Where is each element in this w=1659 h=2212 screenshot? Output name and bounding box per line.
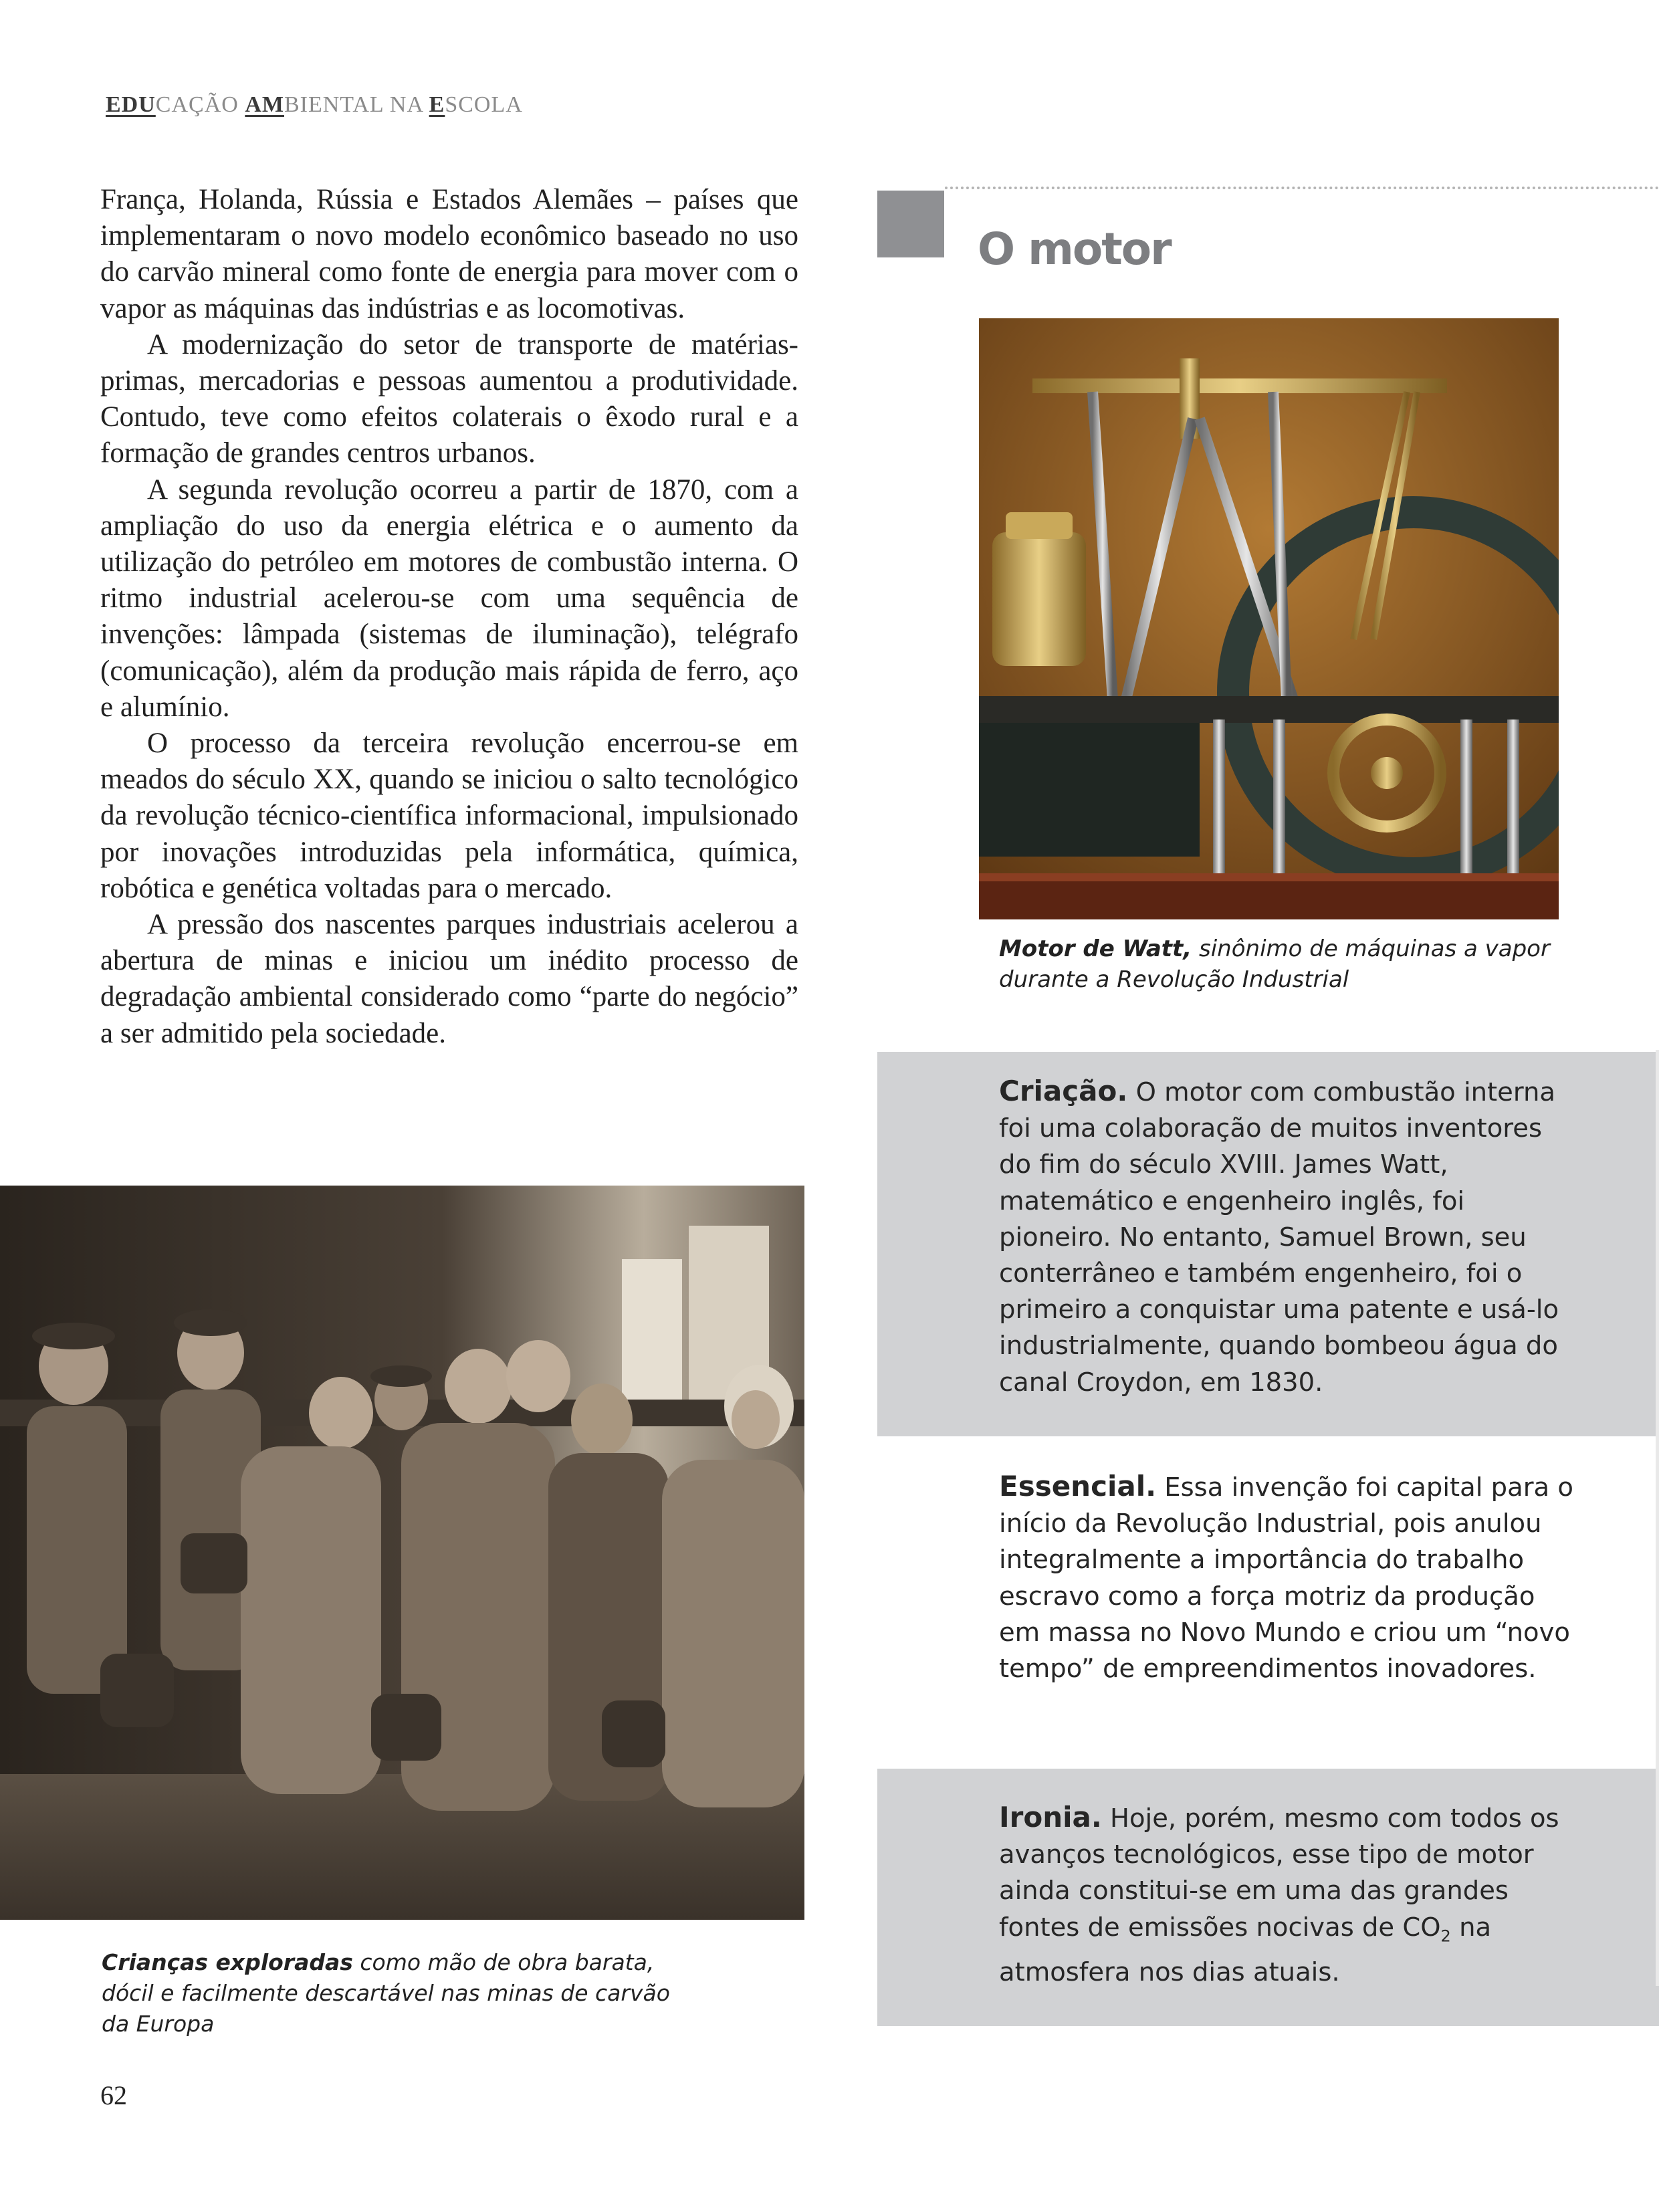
watt-caption-text: sinônimo de máquinas a vapor durante a Revolução Industrial xyxy=(999,935,1550,993)
paragraph-4: O processo da terceira revolução encerrou-se em meados do século XX, quando se iniciou o salto tecnológico da revolução técnico-científica informacional, impulsionado por inovações introduzidas pela informática, química, robótica e genética voltadas para o mercado. xyxy=(100,728,798,904)
children-caption-text: como mão de obra barata, dócil e facilmente descartável nas minas de carvão da Europa xyxy=(102,1949,670,2037)
info-box-criacao-body: O motor com combustão interna foi uma colaboração de muitos inventores do fim do século XVIII. James Watt, matemático e engenheiro inglês, foi pioneiro. No entanto, Samuel Brown, seu conterrâneo e também engenheiro, foi o primeiro a conquistar uma patente e usá-lo industrialmente, quando bombeou água do canal Croydon, em 1830. xyxy=(999,1077,1559,1398)
header-seg-3: AM xyxy=(245,92,284,117)
info-box-essencial-body: Essa invenção foi capital para o início da Revolução Industrial, pois anulou integralmente a importância do trabalho escravo como a força motriz da produção em massa no Novo Mundo e criou um “novo tempo” de empreendimentos inovadores. xyxy=(999,1472,1573,1684)
header-seg-5: E xyxy=(429,92,445,117)
info-box-criacao xyxy=(877,1052,1659,1436)
header-seg-4: BIENTAL NA xyxy=(284,92,429,117)
paragraph-2: A modernização do setor de transporte de matérias-primas, mercadorias e pessoas aumentou a produtividade. Contudo, teve como efeitos colaterais o êxodo rural e a formação de grandes centros urbanos. xyxy=(100,328,798,469)
co2-subscript: 2 xyxy=(1440,1926,1451,1946)
watt-engine-caption xyxy=(999,933,1574,995)
children-photo-caption xyxy=(102,1947,677,2039)
info-box-ironia xyxy=(877,1769,1659,2026)
info-box-ironia-text xyxy=(999,1799,1581,1991)
paragraph-5: A pressão dos nascentes parques industriais acelerou a abertura de minas e iniciou um inédito processo de degradação ambiental considerado como “parte do negócio” a ser admitido pela sociedade. xyxy=(100,909,798,1049)
section-title: O motor xyxy=(978,223,1171,275)
info-box-criacao-text xyxy=(999,1073,1581,1401)
watt-caption-bold: Motor de Watt, xyxy=(999,935,1192,962)
paragraph-3: A segunda revolução ocorreu a partir de 1870, com a ampliação do uso da energia elétrica e o aumento da utilização do petróleo em motores de combustão interna. O ritmo industrial acelerou-se com uma sequência de invenções: lâmpada (sistemas de iluminação), telégrafo (comunicação), além da produção mais rápida de ferro, aço e alumínio. xyxy=(100,473,798,723)
info-box-essencial-lead: Essencial. xyxy=(999,1470,1157,1503)
watt-engine-photo xyxy=(979,318,1559,919)
page-edge-shadow xyxy=(1656,1050,1659,1986)
header-seg-6: SCOLA xyxy=(445,92,523,117)
paragraph-1: França, Holanda, Rússia e Estados Alemães – países que implementaram o novo modelo econômico baseado no uso do carvão mineral como fonte de energia para mover com o vapor as máquinas das indústrias e as locomotivas. xyxy=(100,184,798,324)
info-box-ironia-lead: Ironia. xyxy=(999,1801,1102,1834)
children-photo xyxy=(0,1186,804,1920)
header-seg-1: EDU xyxy=(106,92,156,117)
info-box-ironia-body: Hoje, porém, mesmo com todos os avanços tecnológicos, esse tipo de motor ainda constitui-se em uma das grandes fontes de emissões nocivas de CO xyxy=(999,1803,1559,1943)
info-box-criacao-lead: Criação. xyxy=(999,1075,1128,1107)
info-box-essencial xyxy=(877,1436,1659,1769)
children-caption-bold: Crianças exploradas xyxy=(102,1949,353,1975)
info-box-essencial-text xyxy=(999,1468,1581,1687)
header-seg-2: CAÇÃO xyxy=(155,92,245,117)
dotted-rule xyxy=(945,187,1659,189)
running-header xyxy=(106,92,523,118)
section-marker xyxy=(877,191,944,257)
main-text-column xyxy=(100,182,798,1052)
info-box-ironia-body-end: na atmosfera nos dias atuais. xyxy=(999,1912,1492,1987)
page-number: 62 xyxy=(100,2080,127,2110)
